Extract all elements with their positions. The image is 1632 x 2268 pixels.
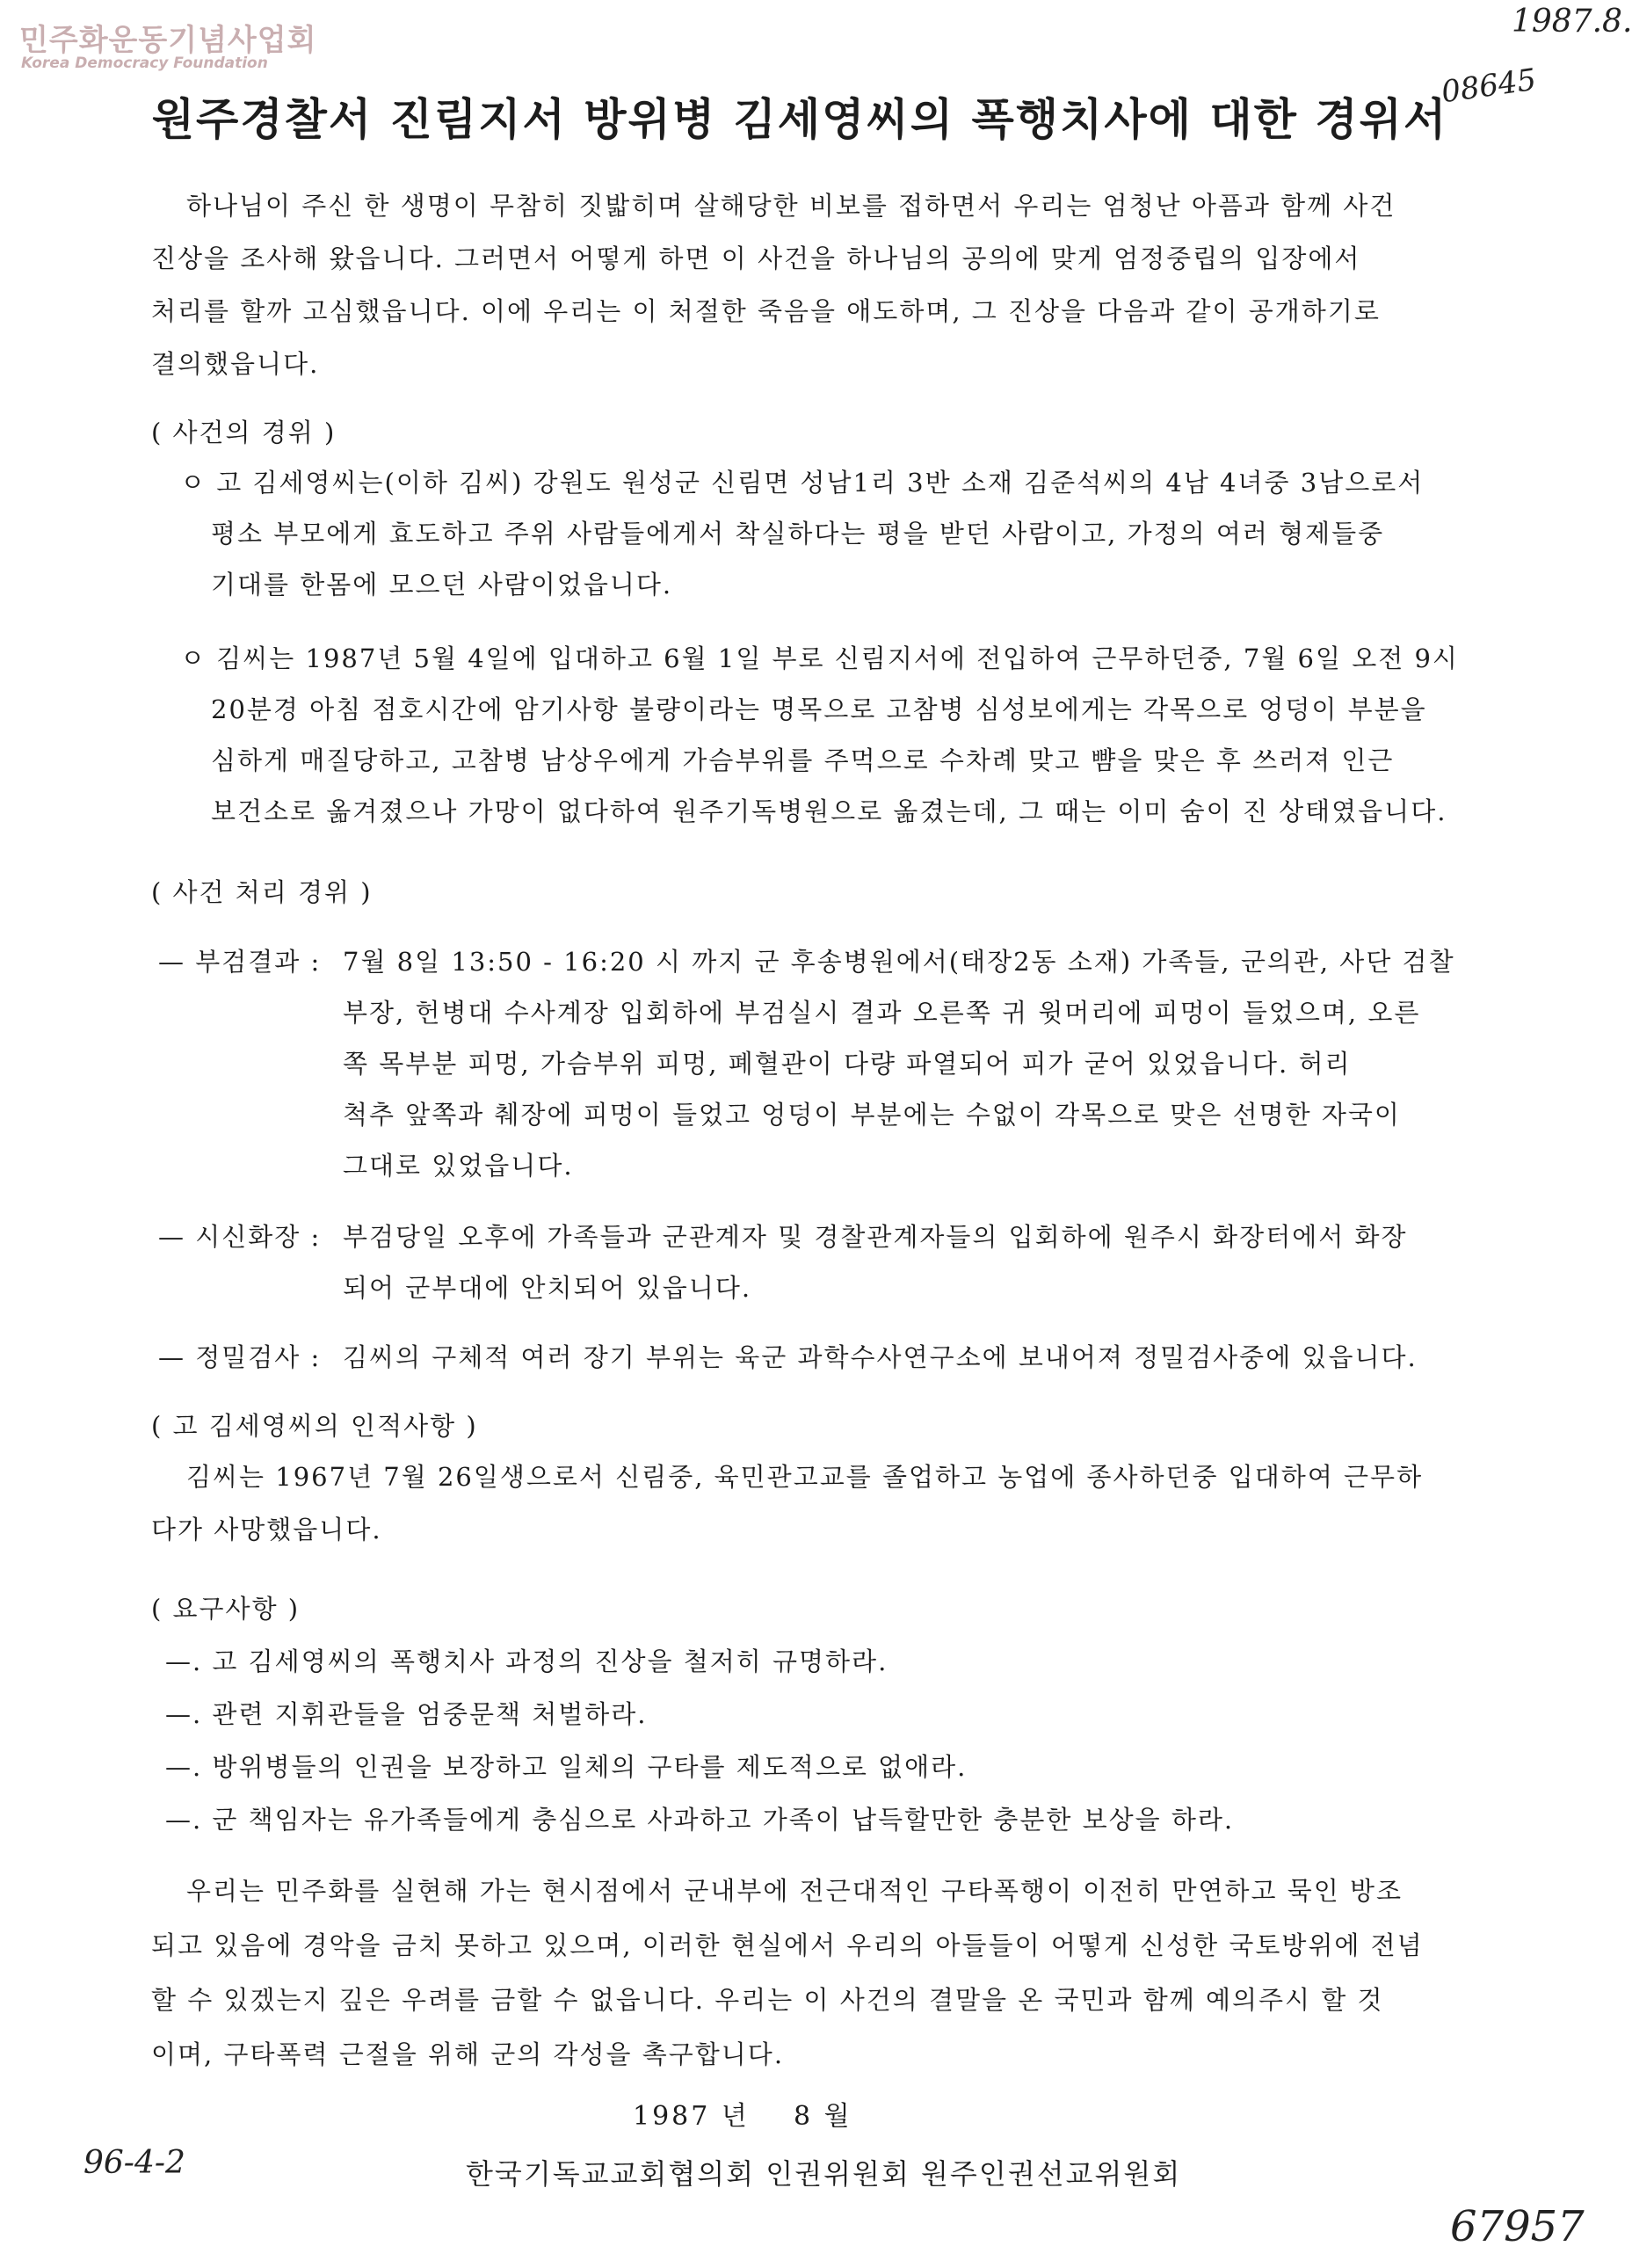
personal-line: 다가 사망했읍니다. [151,1515,382,1545]
processing-line: 부장, 헌병대 수사계장 입회하에 부검실시 결과 오른쪽 귀 윗머리에 피멍이 들었으며, 오른 [343,998,1421,1028]
handwritten-code: 08645 [1439,62,1539,111]
personal-paragraph [151,1450,1487,1556]
intro-line: 진상을 조사해 왔읍니다. 그러면서 어떻게 하면 이 사건을 하나님의 공의에 맞게 엄정중립의 입장에서 [151,244,1361,273]
signing-organization: 한국기독교교회협의회 인권위원회 원주인권선교위원회 [466,2157,1182,2191]
processing-line: 그대로 있었읍니다. [343,1151,574,1181]
section-heading-processing: ( 사건 처리 경위 ) [151,877,373,907]
bullet-line: 기대를 한몸에 모으던 사람이었읍니다. [211,570,673,600]
section-heading-background: ( 사건의 경위 ) [151,418,337,447]
processing-label: — 정밀검사 : [158,1342,322,1372]
intro-line: 결의했읍니다. [151,349,320,379]
watermark-korean: 민주화운동기념사업회 [19,23,317,58]
processing-line: 척추 앞쪽과 췌장에 피멍이 들었고 엉덩이 부분에는 수없이 각목으로 맞은 선명한 자국이 [343,1100,1401,1130]
section-heading-personal: ( 고 김세영씨의 인적사항 ) [151,1411,478,1441]
intro-paragraph [151,179,1487,390]
bullet-line: 평소 부모에게 효도하고 주위 사람들에게서 착실하다는 평을 받던 사람이고, 가정의 여러 형제들중 [211,519,1385,549]
document-title: 원주경찰서 진림지서 방위병 김세영씨의 폭행치사에 대한 경위서 [151,93,1448,145]
processing-line: 부검당일 오후에 가족들과 군관계자 및 경찰관계자들의 입회하에 원주시 화장터에서 화장 [343,1222,1408,1252]
closing-line: 이며, 구타폭력 근절을 위해 군의 각성을 촉구합니다. [151,2039,785,2069]
processing-line: 7월 8일 13:50 - 16:20 시 까지 군 후송병원에서(태장2동 소재) 가족들, 군의관, 사단 검찰 [343,947,1455,977]
intro-line: 처리를 할까 고심했읍니다. 이에 우리는 이 처절한 죽음을 애도하며, 그 진상을 다음과 같이 공개하기로 [151,296,1381,326]
processing-item-autopsy [158,936,1485,1191]
demand-item: —. 군 책임자는 유가족들에게 충심으로 사과하고 가족이 납득할만한 충분한 보상을 하라. [165,1805,1235,1835]
bullet-line: 20분경 아침 점호시간에 암기사항 불량이라는 명목으로 고참병 심성보에게는 각목으로 엉덩이 부분을 [211,694,1427,724]
processing-line: 되어 군부대에 안치되어 있읍니다. [343,1273,752,1303]
demand-item: —. 방위병들의 인권을 보장하고 일체의 구타를 제도적으로 없애라. [165,1752,968,1782]
processing-line: 김씨의 구체적 여러 장기 부위는 육군 과학수사연구소에 보내어져 정밀검사중에 있읍니다. [343,1342,1418,1372]
watermark-english: Korea Democracy Foundation [21,55,268,72]
processing-label: — 시신화장 : [158,1222,322,1252]
background-bullet [180,457,1490,610]
demand-item: —. 관련 지휘관들을 엄중문책 처벌하라. [165,1699,648,1729]
demands-list [165,1635,1483,1846]
demand-item: —. 고 김세영씨의 폭행치사 과정의 진상을 철저히 규명하라. [165,1646,889,1676]
bullet-line: 보건소로 옮겨졌으나 가망이 없다하여 원주기독병원으로 옮겼는데, 그 때는 이미 숨이 진 상태였읍니다. [211,796,1447,826]
intro-line: 하나님이 주신 한 생명이 무참히 짓밟히며 살해당한 비보를 접하면서 우리는 엄청난 아픔과 함께 사건 [186,191,1396,221]
closing-line: 우리는 민주화를 실현해 가는 현시점에서 군내부에 전근대적인 구타폭행이 이전히 만연하고 묵인 방조 [186,1876,1403,1906]
bullet-line: 심하게 매질당하고, 고참병 남상우에게 가슴부위를 주먹으로 수차례 맞고 뺨을 맞은 후 쓰러져 인근 [211,745,1395,775]
handwritten-archive-number: 67957 [1450,2202,1585,2251]
personal-line: 김씨는 1967년 7월 26일생으로서 신림중, 육민관고교를 졸업하고 농업에 종사하던중 입대하여 근무하 [186,1462,1424,1492]
processing-item-cremation [158,1211,1485,1313]
handwritten-file-number: 96-4-2 [83,2145,185,2181]
closing-paragraph [151,1864,1487,2082]
handwritten-date: 1987.8. [1512,4,1632,40]
document-date: 1987 년 8 월 [633,2101,852,2132]
processing-label: — 부검결과 : [158,947,322,977]
closing-line: 할 수 있겠는지 깊은 우려를 금할 수 없읍니다. 우리는 이 사건의 결말을 온 국민과 함께 예의주시 할 것 [151,1985,1384,2015]
closing-line: 되고 있음에 경악을 금치 못하고 있으며, 이러한 현실에서 우리의 아들들이 어떻게 신성한 국토방위에 전념 [151,1930,1424,1960]
section-heading-demands: ( 요구사항 ) [151,1594,301,1624]
bullet-line: ㅇ 고 김세영씨는(이하 김씨) 강원도 원성군 신림면 성남1리 3반 소재 김준석씨의 4남 4녀중 3남으로서 [180,468,1425,498]
processing-line: 쪽 목부분 피멍, 가슴부위 피멍, 폐혈관이 다량 파열되어 피가 굳어 있었읍니다. 허리 [343,1049,1352,1079]
background-bullet [180,633,1490,837]
bullet-line: ㅇ 김씨는 1987년 5월 4일에 입대하고 6월 1일 부로 신림지서에 전입하여 근무하던중, 7월 6일 오전 9시 [180,643,1459,673]
processing-item-inspection [158,1332,1485,1383]
